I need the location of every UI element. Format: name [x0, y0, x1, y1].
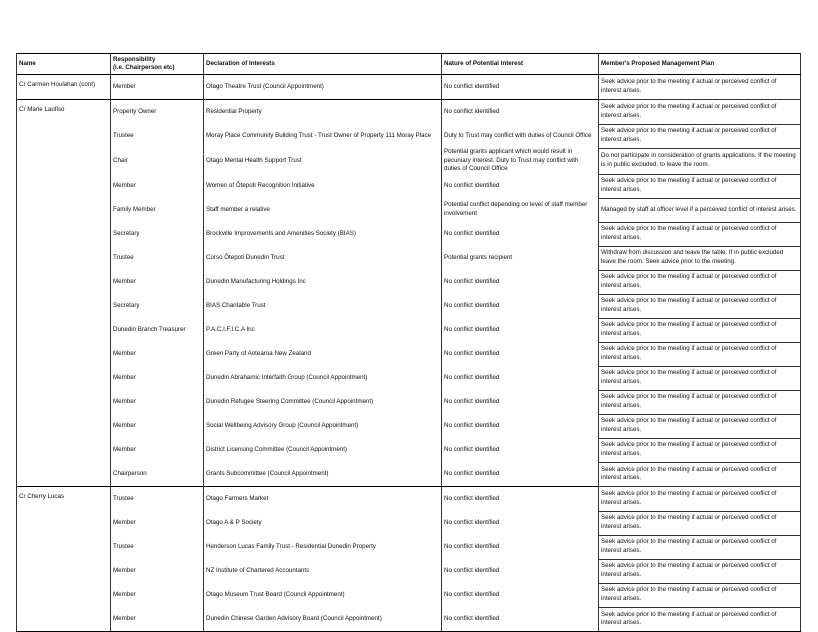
declaration-cell: BIAS Charitable Trust — [204, 294, 442, 318]
plan-cell: Seek advice prior to the meeting if actual or perceived conflict of interest arises. — [599, 462, 801, 487]
plan-cell: Seek advice prior to the meeting if actual or perceived conflict of interest arises. — [599, 124, 801, 148]
table-row — [17, 535, 801, 559]
nature-cell: No conflict identified — [442, 487, 599, 512]
declaration-cell: Corso Ōtepoti Dunedin Trust — [204, 246, 442, 270]
declaration-cell: Dunedin Manufacturing Holdings Inc — [204, 270, 442, 294]
table-row — [17, 270, 801, 294]
member-name — [17, 174, 111, 198]
table-body — [17, 75, 801, 632]
nature-cell: No conflict identified — [442, 342, 599, 366]
plan-cell: Seek advice prior to the meeting if actual or perceived conflict of interest arises. — [599, 342, 801, 366]
responsibility-cell: Chair — [111, 148, 204, 174]
table-row — [17, 342, 801, 366]
table-row — [17, 462, 801, 487]
table-row — [17, 414, 801, 438]
header-declaration: Declaration of Interests — [204, 54, 442, 75]
plan-cell: Seek advice prior to the meeting if actual or perceived conflict of interest arises. — [599, 390, 801, 414]
table-row — [17, 487, 801, 512]
table-row — [17, 246, 801, 270]
declaration-cell: Green Party of Aotearoa New Zealand — [204, 342, 442, 366]
member-name — [17, 438, 111, 462]
member-name — [17, 270, 111, 294]
plan-cell: Seek advice prior to the meeting if actual or perceived conflict of interest arises. — [599, 294, 801, 318]
nature-cell: Potential grants recipient — [442, 246, 599, 270]
responsibility-cell: Member — [111, 559, 204, 583]
nature-cell: Duty to Trust may conflict with duties of Council Office — [442, 124, 599, 148]
table-row — [17, 100, 801, 125]
member-name — [17, 535, 111, 559]
plan-cell: Seek advice prior to the meeting if actual or perceived conflict of interest arises. — [599, 100, 801, 125]
nature-cell: No conflict identified — [442, 535, 599, 559]
nature-cell: No conflict identified — [442, 583, 599, 607]
plan-cell: Withdraw from discussion and leave the table. If in public excluded leave the room. Seek advice prior to the meeting. — [599, 246, 801, 270]
declaration-cell: P.A.C.I.F.I.C.A Inc — [204, 318, 442, 342]
plan-cell: Seek advice prior to the meeting if actual or perceived conflict of interest arises. — [599, 270, 801, 294]
member-name — [17, 318, 111, 342]
table-row — [17, 607, 801, 632]
responsibility-cell: Member — [111, 75, 204, 100]
nature-cell: No conflict identified — [442, 559, 599, 583]
plan-cell: Managed by staff at officer level if a perceived conflict of interest arises. — [599, 198, 801, 222]
responsibility-cell: Member — [111, 342, 204, 366]
responsibility-cell: Member — [111, 511, 204, 535]
nature-cell: Potential conflict depending on level of staff member involvement — [442, 198, 599, 222]
member-name — [17, 148, 111, 174]
responsibility-cell: Family Member — [111, 198, 204, 222]
nature-cell: No conflict identified — [442, 511, 599, 535]
member-name: Cr Marie Laufiso — [17, 100, 111, 125]
declaration-cell: Grants Subcommittee (Council Appointment) — [204, 462, 442, 487]
nature-cell: No conflict identified — [442, 390, 599, 414]
responsibility-cell: Member — [111, 390, 204, 414]
plan-cell: Seek advice prior to the meeting if actual or perceived conflict of interest arises. — [599, 607, 801, 632]
responsibility-cell: Member — [111, 366, 204, 390]
responsibility-cell: Chairperson — [111, 462, 204, 487]
member-name — [17, 198, 111, 222]
responsibility-cell: Member — [111, 583, 204, 607]
member-name — [17, 559, 111, 583]
plan-cell: Seek advice prior to the meeting if actual or perceived conflict of interest arises. — [599, 75, 801, 100]
nature-cell: No conflict identified — [442, 318, 599, 342]
table-row — [17, 198, 801, 222]
nature-cell: No conflict identified — [442, 414, 599, 438]
nature-cell: No conflict identified — [442, 366, 599, 390]
table-row — [17, 124, 801, 148]
nature-cell: No conflict identified — [442, 174, 599, 198]
member-name — [17, 511, 111, 535]
table-row — [17, 559, 801, 583]
nature-cell: No conflict identified — [442, 438, 599, 462]
declaration-cell: Henderson Lucas Family Trust - Residential Dunedin Property — [204, 535, 442, 559]
responsibility-cell: Member — [111, 270, 204, 294]
table-header — [17, 54, 801, 75]
table-row — [17, 366, 801, 390]
plan-cell: Seek advice prior to the meeting if actual or perceived conflict of interest arises. — [599, 222, 801, 246]
member-name — [17, 246, 111, 270]
header-responsibility — [111, 54, 204, 75]
declaration-cell: Moray Place Community Building Trust - Trust Owner of Property 111 Moray Place — [204, 124, 442, 148]
declaration-cell: Staff member a relative — [204, 198, 442, 222]
responsibility-cell: Secretary — [111, 294, 204, 318]
declaration-cell: Dunedin Refugee Steering Committee (Council Appointment) — [204, 390, 442, 414]
declaration-cell: Dunedin Abrahamic Interfaith Group (Council Appointment) — [204, 366, 442, 390]
plan-cell: Do not participate in consideration of grants applications. If the meeting is in public excluded, to leave the room. — [599, 148, 801, 174]
table-row — [17, 511, 801, 535]
nature-cell: Potential grants applicant which would result in pecuniary interest. Duty to Trust may conflict with duties of Council Office — [442, 148, 599, 174]
header-name: Name — [17, 54, 111, 75]
member-name: Cr Cherry Lucas — [17, 487, 111, 512]
responsibility-cell: Member — [111, 607, 204, 632]
responsibility-cell: Secretary — [111, 222, 204, 246]
responsibility-cell: Member — [111, 438, 204, 462]
declaration-cell: Brockville Improvements and Amenities Society (BIAS) — [204, 222, 442, 246]
register-of-interests-table — [16, 53, 801, 632]
plan-cell: Seek advice prior to the meeting if actual or perceived conflict of interest arises. — [599, 511, 801, 535]
nature-cell: No conflict identified — [442, 222, 599, 246]
plan-cell: Seek advice prior to the meeting if actual or perceived conflict of interest arises. — [599, 366, 801, 390]
table-row — [17, 222, 801, 246]
responsibility-cell: Trustee — [111, 246, 204, 270]
member-name: Cr Carmen Houlahan (cont) — [17, 75, 111, 100]
table-row — [17, 75, 801, 100]
responsibility-cell: Trustee — [111, 535, 204, 559]
header-responsibility-line1: Responsibility — [113, 55, 156, 63]
plan-cell: Seek advice prior to the meeting if actual or perceived conflict of interest arises. — [599, 174, 801, 198]
header-responsibility-line2: (i.e. Chairperson etc) — [113, 64, 175, 71]
member-name — [17, 583, 111, 607]
plan-cell: Seek advice prior to the meeting if actual or perceived conflict of interest arises. — [599, 487, 801, 512]
plan-cell: Seek advice prior to the meeting if actual or perceived conflict of interest arises. — [599, 438, 801, 462]
declaration-cell: Social Wellbeing Advisory Group (Council Appointment) — [204, 414, 442, 438]
table-row — [17, 583, 801, 607]
declaration-cell: Dunedin Chinese Garden Advisory Board (Council Appointment) — [204, 607, 442, 632]
nature-cell: No conflict identified — [442, 607, 599, 632]
nature-cell: No conflict identified — [442, 462, 599, 487]
nature-cell: No conflict identified — [442, 75, 599, 100]
declaration-cell: Otago Mental Health Support Trust — [204, 148, 442, 174]
declaration-cell: District Licensing Committee (Council Appointment) — [204, 438, 442, 462]
member-name — [17, 462, 111, 487]
declaration-cell: Otago Farmers Market — [204, 487, 442, 512]
nature-cell: No conflict identified — [442, 294, 599, 318]
responsibility-cell: Member — [111, 414, 204, 438]
responsibility-cell: Member — [111, 174, 204, 198]
plan-cell: Seek advice prior to the meeting if actual or perceived conflict of interest arises. — [599, 583, 801, 607]
table-row — [17, 390, 801, 414]
member-name — [17, 222, 111, 246]
plan-cell: Seek advice prior to the meeting if actual or perceived conflict of interest arises. — [599, 535, 801, 559]
table-row — [17, 148, 801, 174]
table-row — [17, 438, 801, 462]
table-row — [17, 174, 801, 198]
declaration-cell: Residential Property — [204, 100, 442, 125]
member-name — [17, 294, 111, 318]
member-name — [17, 342, 111, 366]
table-row — [17, 318, 801, 342]
responsibility-cell: Trustee — [111, 487, 204, 512]
nature-cell: No conflict identified — [442, 270, 599, 294]
member-name — [17, 124, 111, 148]
declaration-cell: Otago Museum Trust Board (Council Appointment) — [204, 583, 442, 607]
header-plan: Member's Proposed Management Plan — [599, 54, 801, 75]
header-nature: Nature of Potential Interest — [442, 54, 599, 75]
table-row — [17, 294, 801, 318]
declaration-cell: Otago Theatre Trust (Council Appointment) — [204, 75, 442, 100]
member-name — [17, 607, 111, 632]
member-name — [17, 414, 111, 438]
responsibility-cell: Property Owner — [111, 100, 204, 125]
responsibility-cell: Dunedin Branch Treasurer — [111, 318, 204, 342]
plan-cell: Seek advice prior to the meeting if actual or perceived conflict of interest arises. — [599, 559, 801, 583]
responsibility-cell: Trustee — [111, 124, 204, 148]
member-name — [17, 390, 111, 414]
plan-cell: Seek advice prior to the meeting if actual or perceived conflict of interest arises. — [599, 414, 801, 438]
declaration-cell: Otago A & P Society — [204, 511, 442, 535]
member-name — [17, 366, 111, 390]
plan-cell: Seek advice prior to the meeting if actual or perceived conflict of interest arises. — [599, 318, 801, 342]
nature-cell: No conflict identified — [442, 100, 599, 125]
declaration-cell: NZ Institute of Chartered Accountants — [204, 559, 442, 583]
declaration-cell: Women of Ōtepoti Recognition Initiative — [204, 174, 442, 198]
header-row — [17, 54, 801, 75]
